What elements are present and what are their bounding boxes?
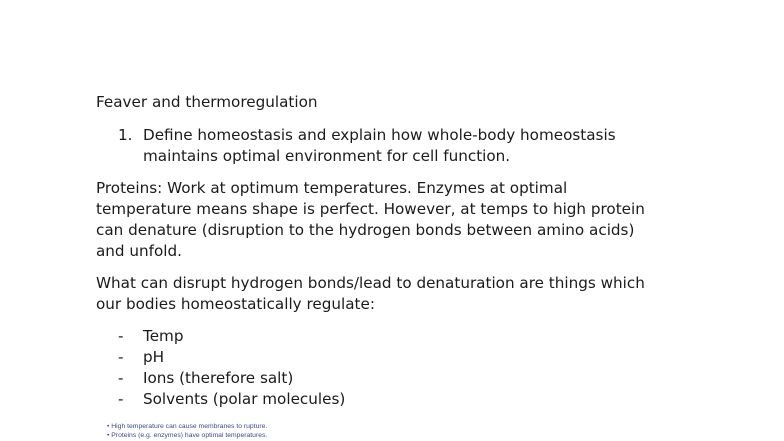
- paragraph1-line: temperature means shape is perfect. However, at temps to high protein: [96, 200, 645, 218]
- document-heading: Feaver and thermoregulation: [96, 93, 318, 111]
- footnote-line: • High temperature can cause membranes to rupture.: [107, 423, 268, 430]
- paragraph2-line: our bodies homeostatically regulate:: [96, 295, 375, 313]
- question-line-1: Define homeostasis and explain how whole-body homeostasis: [143, 126, 616, 144]
- bullet-marker: -: [118, 390, 124, 408]
- bullet-item: Temp: [143, 327, 184, 345]
- bullet-marker: -: [118, 327, 124, 345]
- bullet-item: Solvents (polar molecules): [143, 390, 346, 408]
- paragraph1-line: can denature (disruption to the hydrogen bonds between amino acids): [96, 221, 635, 239]
- bullet-marker: -: [118, 348, 124, 366]
- bullet-item: pH: [143, 348, 165, 366]
- paragraph2-line: What can disrupt hydrogen bonds/lead to denaturation are things which: [96, 274, 645, 292]
- bullet-item: Ions (therefore salt): [143, 369, 294, 387]
- footnote-line: • Proteins (e.g. enzymes) have optimal temperatures.: [107, 432, 268, 439]
- question-number: 1.: [118, 126, 133, 144]
- paragraph1-line: Proteins: Work at optimum temperatures. Enzymes at optimal: [96, 179, 568, 197]
- paragraph1-line: and unfold.: [96, 242, 182, 260]
- bullet-marker: -: [118, 369, 124, 387]
- question-line-2: maintains optimal environment for cell function.: [143, 147, 511, 165]
